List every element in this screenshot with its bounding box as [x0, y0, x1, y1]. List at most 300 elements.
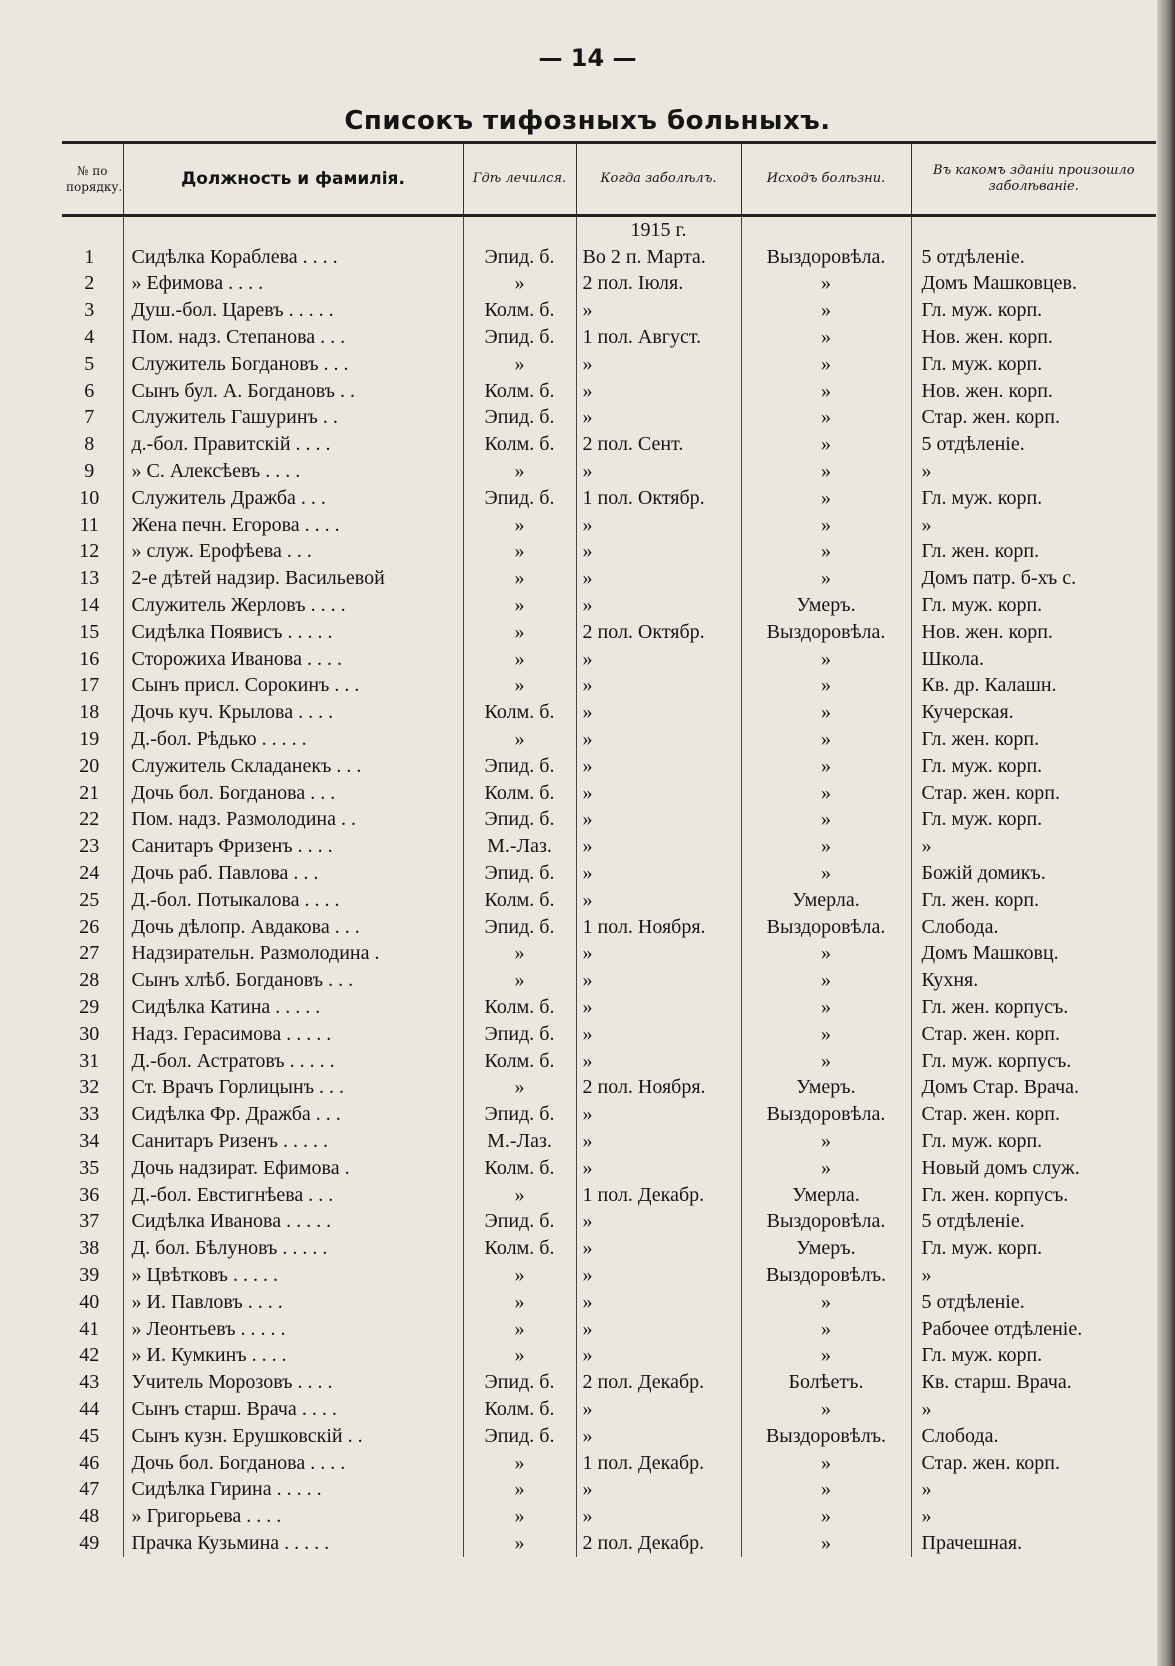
table-row — [62, 807, 1156, 834]
cell-number: 17 — [79, 674, 100, 697]
page-edge-shadow — [1157, 0, 1175, 1666]
cell-number: 19 — [79, 728, 100, 751]
cell-outcome: » — [741, 753, 911, 780]
cell-outcome: Умерла. — [741, 1182, 911, 1209]
cell-when: 2 пол. Сент. — [576, 431, 741, 458]
table-row — [62, 1155, 1156, 1182]
cell-building: » — [911, 458, 1156, 485]
cell-building: Гл. жен. корп. — [911, 539, 1156, 566]
cell-number: 49 — [79, 1531, 100, 1554]
table-row — [62, 485, 1156, 512]
cell-where: Эпид. б. — [463, 1101, 576, 1128]
cell-when: » — [576, 1476, 741, 1503]
cell-when: » — [576, 860, 741, 887]
cell-when: » — [576, 807, 741, 834]
cell-where: » — [463, 512, 576, 539]
cell-number: 27 — [79, 942, 100, 965]
cell-where: Колм. б. — [463, 887, 576, 914]
cell-when: » — [576, 1128, 741, 1155]
table-row — [62, 1289, 1156, 1316]
cell-number: 9 — [84, 460, 95, 483]
table-body — [62, 216, 1156, 1557]
cell-building: » — [911, 1396, 1156, 1423]
table-row — [62, 914, 1156, 941]
cell-outcome: » — [741, 699, 911, 726]
cell-when: » — [576, 1021, 741, 1048]
cell-when: » — [576, 539, 741, 566]
table-row — [62, 1423, 1156, 1450]
table-row — [62, 324, 1156, 351]
cell-position: Служитель Богдановъ . . . — [123, 351, 463, 378]
cell-building: Школа. — [911, 646, 1156, 673]
table-row — [62, 1476, 1156, 1503]
cell-building: » — [911, 1262, 1156, 1289]
cell-where: » — [463, 1342, 576, 1369]
cell-outcome: » — [741, 1048, 911, 1075]
table-row — [62, 860, 1156, 887]
cell-outcome: » — [741, 1316, 911, 1343]
cell-building: Прачешная. — [911, 1530, 1156, 1557]
table-row — [62, 1235, 1156, 1262]
cell-where: » — [463, 351, 576, 378]
cell-number: 21 — [79, 781, 100, 804]
cell-outcome: » — [741, 1530, 911, 1557]
cell-outcome: » — [741, 833, 911, 860]
cell-position: Сынъ хлѣб. Богдановъ . . . — [123, 967, 463, 994]
cell-number: 18 — [79, 701, 100, 724]
cell-when: » — [576, 994, 741, 1021]
cell-number: 4 — [84, 326, 95, 349]
cell-outcome: » — [741, 351, 911, 378]
cell-building: » — [911, 833, 1156, 860]
cell-outcome: » — [741, 539, 911, 566]
cell-number: 22 — [79, 808, 100, 831]
cell-position: Душ.-бол. Царевъ . . . . . — [123, 297, 463, 324]
cell-when: » — [576, 1396, 741, 1423]
cell-position: 2-е дѣтей надзир. Васильевой — [123, 565, 463, 592]
cell-building: Домъ Машковцев. — [911, 271, 1156, 298]
cell-building: Гл. муж. корпусъ. — [911, 1048, 1156, 1075]
cell-outcome: Умеръ. — [741, 592, 911, 619]
cell-where: » — [463, 1530, 576, 1557]
cell-number: 14 — [79, 594, 100, 617]
cell-outcome: Умеръ. — [741, 1235, 911, 1262]
cell-number: 40 — [79, 1290, 100, 1313]
cell-position: Сидѣлка Гирина . . . . . — [123, 1476, 463, 1503]
cell-position: Служитель Жерловъ . . . . — [123, 592, 463, 619]
cell-position: Надз. Герасимова . . . . . — [123, 1021, 463, 1048]
cell-outcome: » — [741, 512, 911, 539]
table-row — [62, 1128, 1156, 1155]
cell-building: Кв. др. Калашн. — [911, 673, 1156, 700]
table-row — [62, 271, 1156, 298]
cell-building: Домъ Машковц. — [911, 941, 1156, 968]
cell-outcome: » — [741, 646, 911, 673]
cell-number: 13 — [79, 567, 100, 590]
cell-position: Д.-бол. Рѣдько . . . . . — [123, 726, 463, 753]
cell-position: Д. бол. Бѣлуновъ . . . . . — [123, 1235, 463, 1262]
cell-outcome: » — [741, 378, 911, 405]
cell-number: 35 — [79, 1156, 100, 1179]
year-row-spacer — [911, 216, 1156, 244]
cell-outcome: Болѣетъ. — [741, 1369, 911, 1396]
cell-where: Колм. б. — [463, 431, 576, 458]
cell-number: 47 — [79, 1478, 100, 1501]
cell-number: 38 — [79, 1237, 100, 1260]
cell-where: » — [463, 941, 576, 968]
cell-where: » — [463, 565, 576, 592]
cell-where: Колм. б. — [463, 1396, 576, 1423]
cell-building: Стар. жен. корп. — [911, 780, 1156, 807]
cell-building: Слобода. — [911, 1423, 1156, 1450]
table-row — [62, 1182, 1156, 1209]
cell-when: » — [576, 941, 741, 968]
cell-number: 31 — [79, 1049, 100, 1072]
cell-building: Нов. жен. корп. — [911, 324, 1156, 351]
cell-when: » — [576, 1503, 741, 1530]
cell-where: Эпид. б. — [463, 1369, 576, 1396]
cell-outcome: Умеръ. — [741, 1075, 911, 1102]
cell-building: Гл. муж. корп. — [911, 753, 1156, 780]
cell-building: Гл. муж. корп. — [911, 807, 1156, 834]
cell-building: Стар. жен. корп. — [911, 405, 1156, 432]
cell-position: Сынъ присл. Сорокинъ . . . — [123, 673, 463, 700]
table-row — [62, 673, 1156, 700]
cell-where: Эпид. б. — [463, 860, 576, 887]
cell-outcome: » — [741, 1342, 911, 1369]
cell-when: 1 пол. Октябр. — [576, 485, 741, 512]
table-row — [62, 1530, 1156, 1557]
cell-building: Гл. жен. корпусъ. — [911, 994, 1156, 1021]
cell-building: 5 отдѣленіе. — [911, 1289, 1156, 1316]
cell-building: Гл. муж. корп. — [911, 1128, 1156, 1155]
cell-outcome: Выздоровѣла. — [741, 619, 911, 646]
cell-where: » — [463, 619, 576, 646]
cell-when: 2 пол. Декабр. — [576, 1369, 741, 1396]
cell-when: » — [576, 833, 741, 860]
cell-when: » — [576, 726, 741, 753]
cell-outcome: » — [741, 324, 911, 351]
table-row — [62, 1262, 1156, 1289]
cell-when: » — [576, 753, 741, 780]
cell-number: 5 — [84, 352, 95, 375]
cell-building: Слобода. — [911, 914, 1156, 941]
cell-number: 41 — [79, 1317, 100, 1340]
cell-where: » — [463, 1476, 576, 1503]
cell-number: 32 — [79, 1076, 100, 1099]
cell-where: Эпид. б. — [463, 1423, 576, 1450]
header-number-label: № по порядку. — [66, 164, 123, 194]
table-row — [62, 1101, 1156, 1128]
cell-when: » — [576, 699, 741, 726]
cell-position: Дочь бол. Богданова . . . . — [123, 1450, 463, 1477]
cell-where: Эпид. б. — [463, 807, 576, 834]
cell-where: Колм. б. — [463, 994, 576, 1021]
cell-position: Сынъ кузн. Ерушковскій . . — [123, 1423, 463, 1450]
table-row — [62, 646, 1156, 673]
cell-when: 1 пол. Август. — [576, 324, 741, 351]
cell-building: Нов. жен. корп. — [911, 378, 1156, 405]
cell-number: 46 — [79, 1451, 100, 1474]
cell-position: Сидѣлка Катина . . . . . — [123, 994, 463, 1021]
cell-number: 16 — [79, 647, 100, 670]
cell-where: Эпид. б. — [463, 1208, 576, 1235]
table-row — [62, 619, 1156, 646]
cell-position: » Григорьева . . . . — [123, 1503, 463, 1530]
table-row — [62, 726, 1156, 753]
cell-where: » — [463, 458, 576, 485]
cell-where: Эпид. б. — [463, 914, 576, 941]
cell-building: Гл. муж. корп. — [911, 485, 1156, 512]
cell-when: » — [576, 887, 741, 914]
table-row — [62, 967, 1156, 994]
cell-outcome: » — [741, 1128, 911, 1155]
cell-where: Колм. б. — [463, 378, 576, 405]
cell-when: » — [576, 1289, 741, 1316]
cell-building: Гл. муж. корп. — [911, 592, 1156, 619]
cell-position: » И. Кумкинъ . . . . — [123, 1342, 463, 1369]
cell-where: Эпид. б. — [463, 1021, 576, 1048]
cell-where: Колм. б. — [463, 1235, 576, 1262]
cell-when: » — [576, 1235, 741, 1262]
cell-position: Дочь бол. Богданова . . . — [123, 780, 463, 807]
cell-number: 20 — [79, 754, 100, 777]
table-row — [62, 1369, 1156, 1396]
cell-outcome: » — [741, 807, 911, 834]
cell-where: Колм. б. — [463, 780, 576, 807]
cell-where: М.-Лаз. — [463, 833, 576, 860]
cell-where: » — [463, 1289, 576, 1316]
cell-position: Жена печн. Егорова . . . . — [123, 512, 463, 539]
cell-building: Гл. муж. корп. — [911, 297, 1156, 324]
cell-number: 2 — [84, 272, 95, 295]
cell-outcome: » — [741, 726, 911, 753]
cell-when: » — [576, 297, 741, 324]
header-number — [62, 143, 123, 216]
table-row — [62, 1316, 1156, 1343]
cell-when: » — [576, 405, 741, 432]
table-row — [62, 1503, 1156, 1530]
cell-building: 5 отдѣленіе. — [911, 244, 1156, 271]
cell-when: » — [576, 565, 741, 592]
cell-position: Служитель Дражба . . . — [123, 485, 463, 512]
cell-when: » — [576, 512, 741, 539]
year-row-spacer — [741, 216, 911, 244]
cell-number: 15 — [79, 620, 100, 643]
cell-outcome: » — [741, 1450, 911, 1477]
table-row — [62, 244, 1156, 271]
table-row — [62, 1342, 1156, 1369]
page-number: — 14 — — [538, 44, 637, 72]
cell-position: Дочь дѣлопр. Авдакова . . . — [123, 914, 463, 941]
cell-position: Служитель Складанекъ . . . — [123, 753, 463, 780]
header-outcome: Исходъ болѣзни. — [741, 143, 911, 216]
cell-position: Санитаръ Фризенъ . . . . — [123, 833, 463, 860]
cell-where: М.-Лаз. — [463, 1128, 576, 1155]
cell-position: » И. Павловъ . . . . — [123, 1289, 463, 1316]
cell-position: » Ефимова . . . . — [123, 271, 463, 298]
cell-where: Эпид. б. — [463, 324, 576, 351]
cell-where: » — [463, 271, 576, 298]
cell-where: Эпид. б. — [463, 244, 576, 271]
table-row — [62, 941, 1156, 968]
header-position: Должность и фамилія. — [123, 143, 463, 216]
cell-number: 12 — [79, 540, 100, 563]
cell-building: Гл. жен. корп. — [911, 887, 1156, 914]
cell-outcome: » — [741, 673, 911, 700]
year-label: 1915 г. — [576, 216, 741, 244]
cell-outcome: Выздоровѣла. — [741, 914, 911, 941]
cell-number: 11 — [79, 513, 99, 536]
cell-when: » — [576, 967, 741, 994]
cell-when: » — [576, 1208, 741, 1235]
cell-where: » — [463, 646, 576, 673]
year-row — [62, 216, 1156, 244]
cell-when: » — [576, 673, 741, 700]
cell-number: 42 — [79, 1344, 100, 1367]
cell-outcome: » — [741, 458, 911, 485]
cell-when: » — [576, 378, 741, 405]
cell-number: 8 — [84, 433, 95, 456]
cell-number: 10 — [79, 486, 100, 509]
cell-building: Стар. жен. корп. — [911, 1450, 1156, 1477]
cell-outcome: » — [741, 1155, 911, 1182]
cell-outcome: » — [741, 297, 911, 324]
cell-number: 36 — [79, 1183, 100, 1206]
cell-when: Во 2 п. Марта. — [576, 244, 741, 271]
cell-outcome: » — [741, 1021, 911, 1048]
cell-when: 1 пол. Ноября. — [576, 914, 741, 941]
table-header-row — [62, 143, 1156, 216]
table-row — [62, 539, 1156, 566]
table-row — [62, 378, 1156, 405]
cell-outcome: » — [741, 1289, 911, 1316]
cell-when: » — [576, 1101, 741, 1128]
cell-building: » — [911, 512, 1156, 539]
cell-where: » — [463, 592, 576, 619]
table-row — [62, 565, 1156, 592]
cell-where: » — [463, 726, 576, 753]
table-row — [62, 1075, 1156, 1102]
cell-position: Сидѣлка Появисъ . . . . . — [123, 619, 463, 646]
cell-number: 29 — [79, 996, 100, 1018]
cell-where: » — [463, 1316, 576, 1343]
cell-when: » — [576, 646, 741, 673]
cell-number: 7 — [84, 406, 95, 429]
cell-position: Надзирательн. Размолодина . — [123, 941, 463, 968]
cell-outcome: » — [741, 431, 911, 458]
table-row — [62, 994, 1156, 1021]
cell-number: 44 — [79, 1397, 100, 1420]
table-row — [62, 887, 1156, 914]
cell-building: » — [911, 1503, 1156, 1530]
cell-building: Гл. муж. корп. — [911, 1235, 1156, 1262]
table-row — [62, 1208, 1156, 1235]
cell-building: Божій домикъ. — [911, 860, 1156, 887]
cell-outcome: » — [741, 1476, 911, 1503]
cell-position: Дочь куч. Крылова . . . . — [123, 699, 463, 726]
cell-number: 3 — [84, 299, 95, 322]
cell-outcome: » — [741, 1503, 911, 1530]
cell-building: 5 отдѣленіе. — [911, 1208, 1156, 1235]
table-row — [62, 458, 1156, 485]
cell-building: Кучерская. — [911, 699, 1156, 726]
cell-number: 28 — [79, 969, 100, 992]
cell-position: Сидѣлка Фр. Дражба . . . — [123, 1101, 463, 1128]
cell-building: Нов. жен. корп. — [911, 619, 1156, 646]
cell-outcome: » — [741, 780, 911, 807]
cell-where: Колм. б. — [463, 1048, 576, 1075]
cell-outcome: Умерла. — [741, 887, 911, 914]
cell-number: 48 — [79, 1505, 100, 1528]
cell-where: » — [463, 539, 576, 566]
cell-when: » — [576, 1316, 741, 1343]
cell-number: 24 — [79, 862, 100, 885]
cell-when: 1 пол. Декабр. — [576, 1182, 741, 1209]
cell-when: » — [576, 1048, 741, 1075]
cell-where: » — [463, 1503, 576, 1530]
cell-where: Эпид. б. — [463, 485, 576, 512]
cell-when: 2 пол. Іюля. — [576, 271, 741, 298]
header-building-label: Въ какомъ зданіи произошло заболѣваніе. — [932, 163, 1135, 194]
cell-position: Ст. Врачъ Горлицынъ . . . — [123, 1075, 463, 1102]
cell-where: Эпид. б. — [463, 405, 576, 432]
cell-when: 2 пол. Октябр. — [576, 619, 741, 646]
cell-outcome: » — [741, 565, 911, 592]
cell-when: » — [576, 1262, 741, 1289]
typhoid-patients-table — [62, 141, 1156, 1557]
cell-outcome: » — [741, 405, 911, 432]
cell-position: Сидѣлка Кораблева . . . . — [123, 244, 463, 271]
cell-where: » — [463, 1450, 576, 1477]
cell-number: 23 — [79, 835, 100, 858]
cell-position: » Леонтьевъ . . . . . — [123, 1316, 463, 1343]
cell-position: » С. Алексѣевъ . . . . — [123, 458, 463, 485]
header-building — [911, 143, 1156, 216]
cell-number: 26 — [79, 915, 100, 938]
cell-position: Дочь надзират. Ефимова . — [123, 1155, 463, 1182]
cell-position: д.-бол. Правитскій . . . . — [123, 431, 463, 458]
cell-building: Кв. старш. Врача. — [911, 1369, 1156, 1396]
table-row — [62, 351, 1156, 378]
cell-outcome: » — [741, 271, 911, 298]
cell-position: Прачка Кузьмина . . . . . — [123, 1530, 463, 1557]
cell-position: Сынъ бул. А. Богдановъ . . — [123, 378, 463, 405]
cell-when: » — [576, 351, 741, 378]
cell-where: Колм. б. — [463, 699, 576, 726]
cell-building: Домъ Стар. Врача. — [911, 1075, 1156, 1102]
cell-outcome: Выздоровѣлъ. — [741, 1423, 911, 1450]
cell-position: Сидѣлка Иванова . . . . . — [123, 1208, 463, 1235]
cell-position: » служ. Ерофѣева . . . — [123, 539, 463, 566]
header-where: Гдѣ лечился. — [463, 143, 576, 216]
cell-where: » — [463, 1262, 576, 1289]
cell-when: » — [576, 1423, 741, 1450]
cell-building: Кухня. — [911, 967, 1156, 994]
table-row — [62, 431, 1156, 458]
cell-outcome: Выздоровѣла. — [741, 1208, 911, 1235]
cell-building: Стар. жен. корп. — [911, 1021, 1156, 1048]
cell-number: 39 — [79, 1263, 100, 1286]
cell-where: Колм. б. — [463, 1155, 576, 1182]
cell-where: » — [463, 1182, 576, 1209]
cell-building: Гл. жен. корп. — [911, 726, 1156, 753]
cell-position: Д.-бол. Потыкалова . . . . — [123, 887, 463, 914]
cell-position: Санитаръ Ризенъ . . . . . — [123, 1128, 463, 1155]
cell-where: » — [463, 673, 576, 700]
cell-outcome: » — [741, 1396, 911, 1423]
cell-number: 34 — [79, 1129, 100, 1152]
